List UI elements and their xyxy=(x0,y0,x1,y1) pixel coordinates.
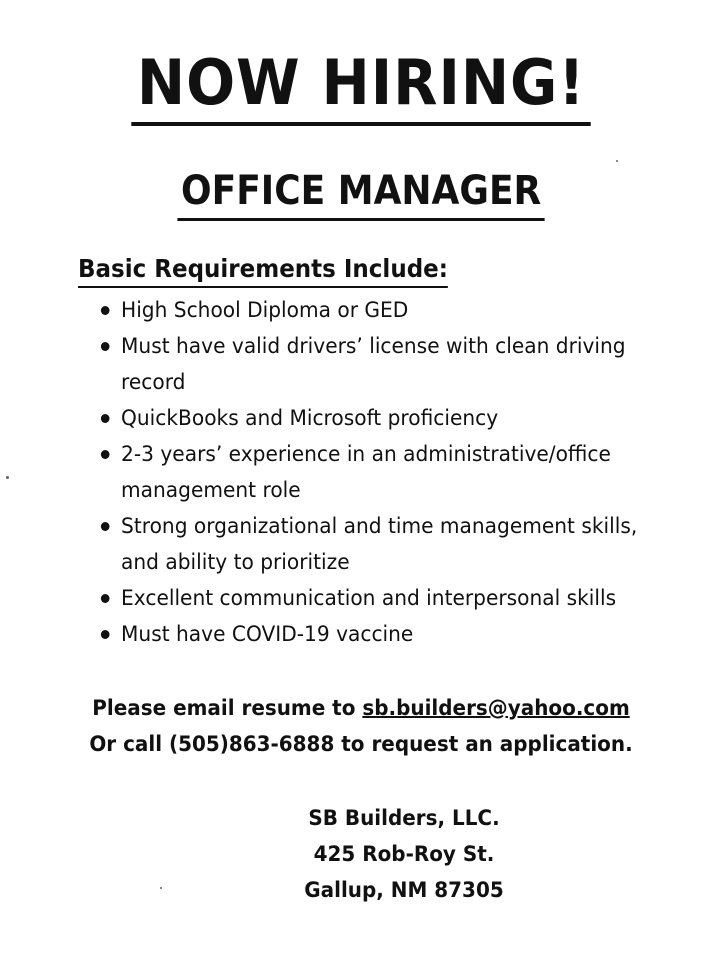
email-prefix: Please email resume to xyxy=(92,696,363,720)
company-address-block xyxy=(0,800,722,908)
requirement-item xyxy=(98,400,674,436)
requirement-item xyxy=(98,436,674,508)
position-title: OFFICE MANAGER xyxy=(177,164,544,221)
bullet-icon xyxy=(101,630,110,639)
requirement-text: QuickBooks and Microsoft proficiency xyxy=(121,406,499,430)
requirement-text: High School Diploma or GED xyxy=(121,298,409,322)
bullet-icon xyxy=(101,306,110,315)
scan-speck xyxy=(6,476,9,479)
headline-block xyxy=(0,44,722,126)
requirement-item xyxy=(98,328,674,400)
company-street: 425 Rob-Roy St. xyxy=(313,842,495,866)
call-prefix: Or call xyxy=(89,732,169,756)
requirement-item xyxy=(98,508,674,580)
company-name: SB Builders, LLC. xyxy=(308,806,500,830)
requirement-text: Excellent communication and interpersonal skills xyxy=(121,586,617,610)
requirements-list xyxy=(98,292,698,652)
requirement-text: Strong organizational and time management skills, and ability to prioritize xyxy=(121,514,638,574)
email-line xyxy=(18,690,704,726)
requirement-item xyxy=(98,580,674,616)
email-link[interactable]: sb.builders@yahoo.com xyxy=(362,696,630,720)
bullet-icon xyxy=(101,342,110,351)
bullet-icon xyxy=(101,450,110,459)
requirement-text: Must have valid drivers’ license with clean driving record xyxy=(121,334,626,394)
requirement-item xyxy=(98,616,674,652)
scan-speck xyxy=(160,887,162,889)
scan-speck xyxy=(616,160,618,162)
bullet-icon xyxy=(101,414,110,423)
requirement-item xyxy=(98,292,674,328)
requirements-heading: Basic Requirements Include: xyxy=(78,252,448,288)
requirement-text: 2-3 years’ experience in an administrative/office management role xyxy=(121,442,611,502)
contact-block xyxy=(0,690,722,762)
bullet-icon xyxy=(101,522,110,531)
call-suffix: to request an application. xyxy=(334,732,633,756)
requirement-text: Must have COVID-19 vaccine xyxy=(121,622,414,646)
position-block xyxy=(0,164,722,221)
headline: NOW HIRING! xyxy=(131,44,591,126)
call-line xyxy=(18,726,704,762)
company-city: Gallup, NM 87305 xyxy=(304,878,504,902)
bullet-icon xyxy=(101,594,110,603)
phone-number: (505)863-6888 xyxy=(168,732,335,756)
